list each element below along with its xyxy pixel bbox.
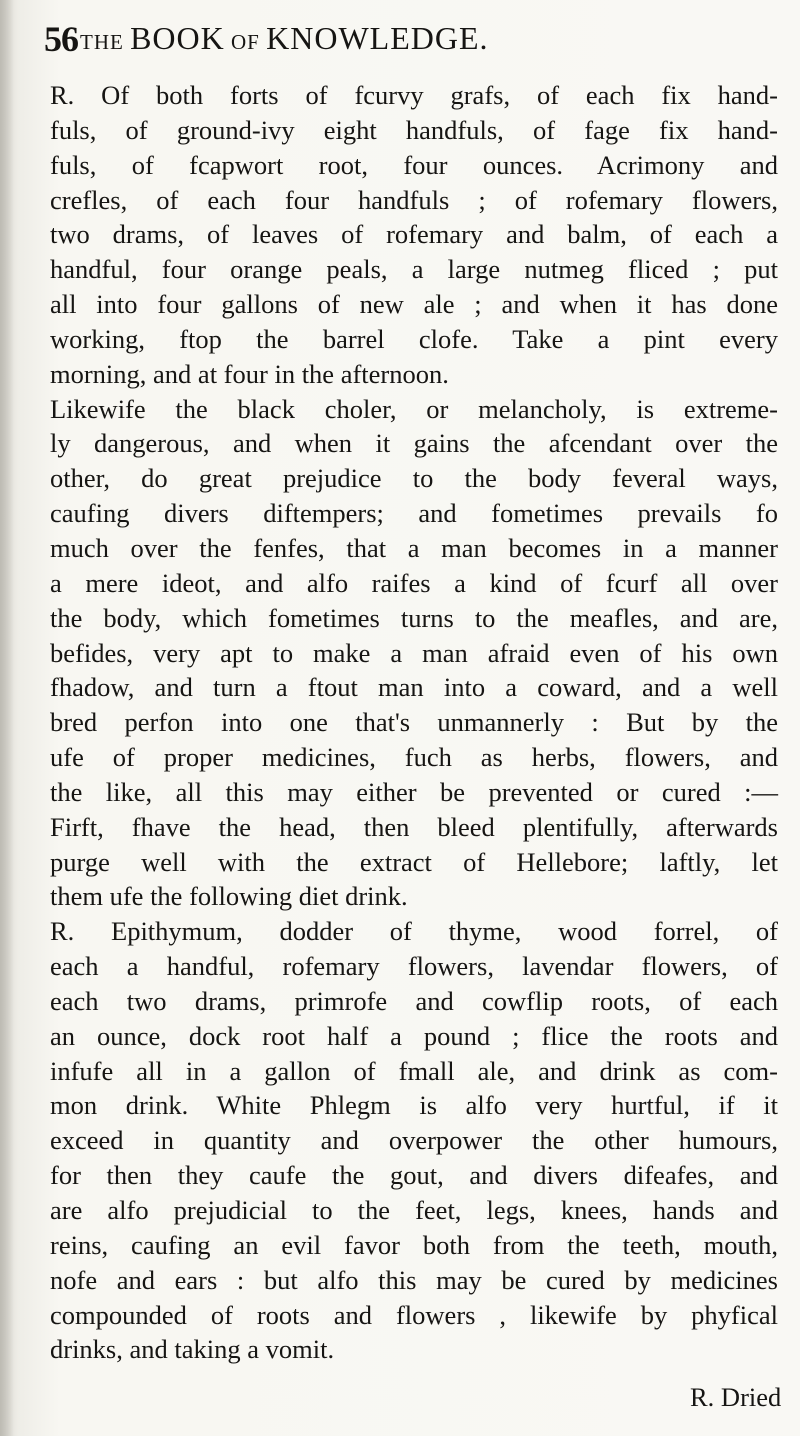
- text-line: exceed in quantity and overpower the other humours,: [50, 1125, 778, 1156]
- text-line: all into four gallons of new ale ; and when it has done: [50, 289, 778, 320]
- text-line: morning, and at four in the afternoon.: [50, 358, 449, 389]
- running-head-of: OF: [224, 30, 267, 54]
- page-header: [44, 16, 764, 66]
- text-line: nofe and ears : but alfo this may be cured by medicines: [50, 1264, 778, 1295]
- text-line: R. Of both forts of fcurvy grafs, of each fix hand-: [50, 80, 778, 110]
- text-line: them ufe the following diet drink.: [50, 881, 408, 912]
- text-line: working, ftop the barrel clofe. Take a pint every: [50, 323, 778, 354]
- text-line: much over the fenfes, that a man becomes in a manner: [50, 532, 778, 563]
- text-line: drinks, and taking a vomit.: [50, 1334, 335, 1365]
- running-head: [80, 20, 489, 57]
- running-head-book: BOOK: [130, 20, 225, 56]
- text-line: the body, which fometimes turns to the meafles, and are,: [50, 602, 778, 633]
- text-line: are alfo prejudicial to the feet, legs, knees, hands and: [50, 1195, 778, 1225]
- text-line: ufe of proper medicines, fuch as herbs, flowers, and: [50, 742, 778, 773]
- text-line: mon drink. White Phlegm is alfo very hurtful, if it: [50, 1090, 778, 1121]
- text-line: ly dangerous, and when it gains the afcendant over the: [50, 428, 778, 459]
- page-number: 56: [44, 19, 78, 59]
- text-line: each a handful, rofemary flowers, lavendar flowers, of: [50, 951, 778, 982]
- binding-gutter-shadow: [0, 0, 14, 1436]
- text-line: crefles, of each four handfuls ; of rofemary flowers,: [50, 184, 778, 215]
- running-head-the: THE: [80, 30, 131, 54]
- text-line: each two drams, primrofe and cowflip roots, of each: [50, 985, 778, 1016]
- text-line: Likewife the black choler, or melancholy, is extreme-: [50, 393, 778, 424]
- text-line: bred perfon into one that's unmannerly : But by the: [50, 707, 778, 738]
- text-line: other, do great prejudice to the body feveral ways,: [50, 463, 778, 494]
- text-line: fuls, of ground-ivy eight handfuls, of fage fix hand-: [50, 114, 778, 145]
- text-line: befides, very apt to make a man afraid even of his own: [50, 637, 778, 668]
- text-line: Firft, fhave the head, then bleed plentifully, afterwards: [50, 811, 778, 842]
- text-line: the like, all this may either be prevented or cured :—: [50, 776, 778, 807]
- text-line: compounded of roots and flowers , likewife by phyfical: [50, 1299, 778, 1330]
- text-line: purge well with the extract of Hellebore; laftly, let: [50, 846, 778, 877]
- text-line: reins, caufing an evil favor both from the teeth, mouth,: [50, 1229, 778, 1260]
- text-line: infufe all in a gallon of fmall ale, and drink as com-: [50, 1055, 778, 1086]
- text-line: fuls, of fcapwort root, four ounces. Acrimony and: [50, 149, 778, 180]
- body-text: [50, 78, 778, 1367]
- text-line: two drams, of leaves of rofemary and balm, of each a: [50, 219, 778, 250]
- text-line: fhadow, and turn a ftout man into a coward, and a well: [50, 672, 778, 703]
- catchword: R. Dried: [690, 1382, 782, 1412]
- text-line: handful, four orange peals, a large nutmeg fliced ; put: [50, 254, 778, 285]
- running-head-knowledge: KNOWLEDGE.: [266, 20, 489, 56]
- text-line: a mere ideot, and alfo raifes a kind of fcurf all over: [50, 567, 778, 598]
- text-line: R. Epithymum, dodder of thyme, wood forrel, of: [50, 916, 778, 947]
- text-line: for then they caufe the gout, and divers difeafes, and: [50, 1160, 778, 1191]
- text-line: an ounce, dock root half a pound ; flice the roots and: [50, 1020, 778, 1051]
- text-line: caufing divers diftempers; and fometimes prevails fo: [50, 498, 778, 529]
